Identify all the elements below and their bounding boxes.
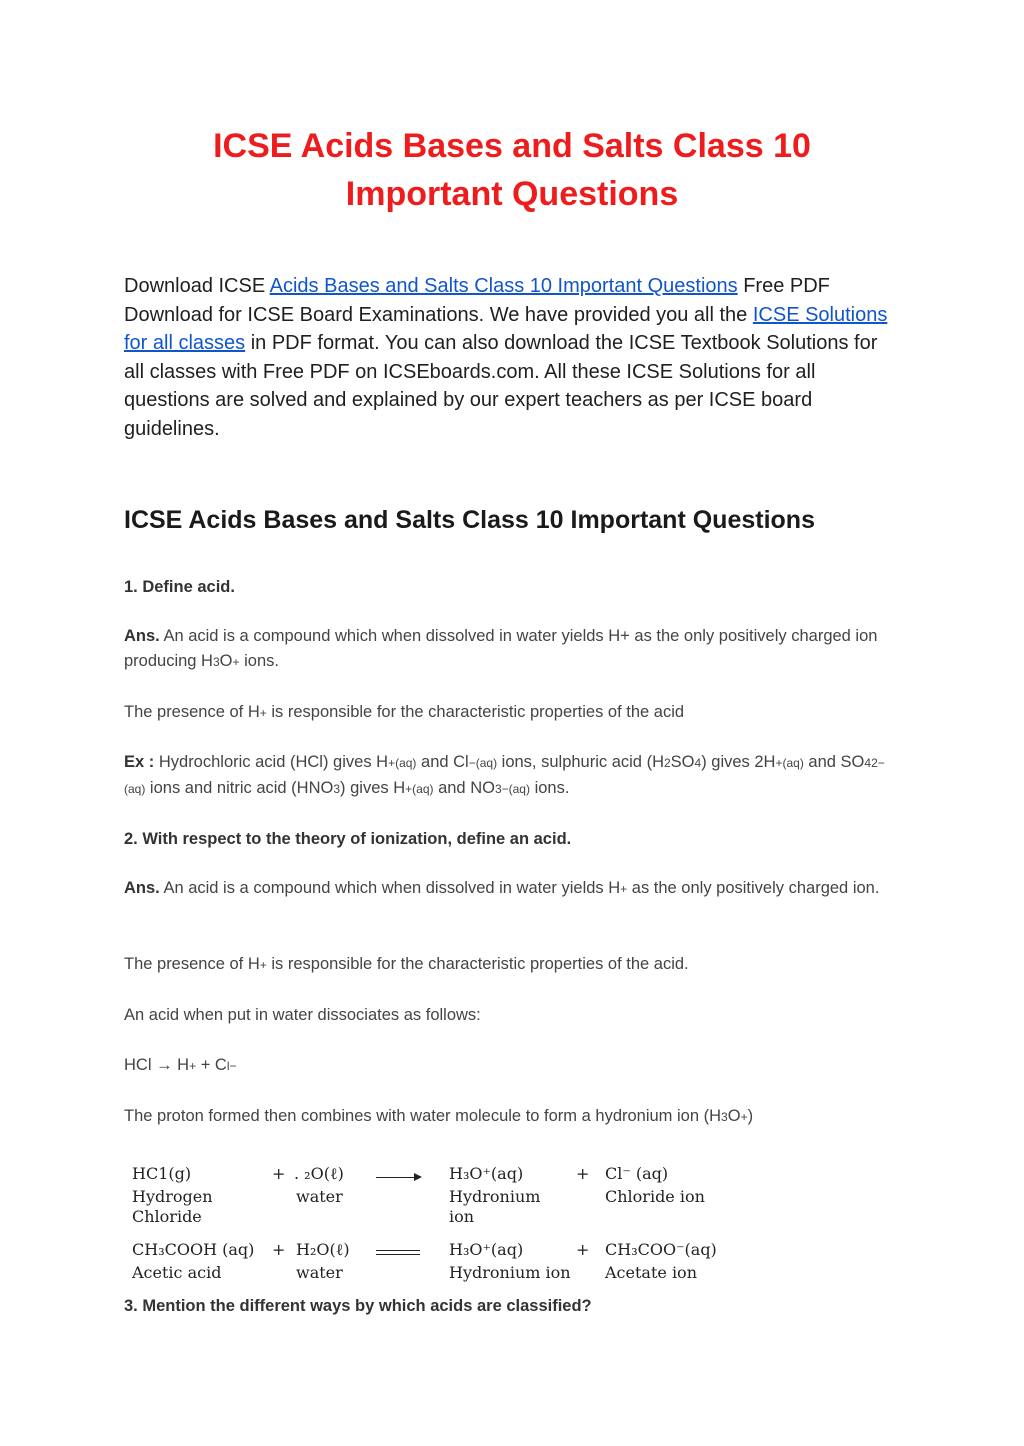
ion-charge: 3−(aq) bbox=[494, 782, 530, 796]
subscript: 4 bbox=[694, 756, 702, 770]
presence-statement-1 bbox=[124, 700, 904, 726]
answer-text: An acid is a compound which when dissolved in water yields H bbox=[159, 879, 621, 897]
answer-label: Ans. bbox=[124, 879, 160, 897]
answer-2 bbox=[124, 876, 904, 902]
intro-text: Download ICSE bbox=[124, 275, 270, 297]
icse-solutions-link[interactable]: ICSE Solutions for all classes bbox=[124, 303, 888, 355]
answer-label: Ans. bbox=[124, 627, 160, 645]
superscript: + bbox=[259, 958, 267, 972]
product-hydronium-name: ion bbox=[449, 1207, 475, 1226]
answer-text: as the only positively charged ion. bbox=[627, 879, 880, 897]
example-paragraph bbox=[124, 750, 904, 802]
reactant-water: H₂O(ℓ) bbox=[296, 1240, 350, 1259]
reactant-acetic-acid: CH₃COOH (aq) bbox=[132, 1240, 255, 1259]
ion-charge: +(aq) bbox=[775, 756, 804, 770]
ion-charge: −(aq) bbox=[468, 756, 498, 770]
superscript: + bbox=[259, 706, 267, 720]
text: ions, sulphuric acid (H bbox=[497, 753, 664, 771]
superscript: + bbox=[189, 1059, 197, 1073]
page-title bbox=[124, 122, 900, 218]
product-chloride-name: Chloride ion bbox=[605, 1187, 705, 1206]
plus-sign: + bbox=[272, 1164, 286, 1183]
text: HCl → H bbox=[124, 1056, 190, 1074]
reactant-water-name: water bbox=[296, 1187, 343, 1206]
product-acetate: CH₃COO⁻(aq) bbox=[605, 1240, 717, 1259]
question-1: 1. Define acid. bbox=[124, 578, 235, 596]
text: and Cl bbox=[416, 753, 469, 771]
text: The proton formed then combines with water molecule to form a hydronium ion (H bbox=[124, 1107, 722, 1125]
subscript: 3 bbox=[212, 655, 220, 669]
plus-sign: + bbox=[576, 1164, 590, 1183]
ion-charge: +(aq) bbox=[388, 756, 417, 770]
ion-charge: +(aq) bbox=[405, 782, 434, 796]
reaction-equations-figure bbox=[132, 1160, 732, 1290]
intro-text: Free PDF Download for ICSE Board Examinations. We have provided you all the bbox=[124, 275, 830, 326]
reactant-hcl-name: Chloride bbox=[132, 1207, 202, 1226]
product-hydronium-name: Hydronium ion bbox=[449, 1263, 571, 1282]
text: is responsible for the characteristic properties of the acid bbox=[266, 703, 685, 721]
superscript: + bbox=[620, 882, 628, 896]
plus-sign: + bbox=[272, 1240, 286, 1259]
product-acetate-name: Acetate ion bbox=[605, 1263, 697, 1282]
superscript: + bbox=[232, 655, 240, 669]
hydronium-statement bbox=[124, 1104, 904, 1130]
acids-bases-salts-link[interactable]: Acids Bases and Salts Class 10 Important Questions bbox=[269, 275, 738, 297]
example-label: Ex : bbox=[124, 753, 155, 771]
intro-text: in PDF format. You can also download the ICSE Textbook Solutions for all classes with Free PDF on ICSEboards.com. All these ICSE Solutions for all questions are solved and explained by our expert teachers as per ICSE board guidelines. bbox=[124, 332, 878, 440]
intro-paragraph bbox=[124, 272, 902, 444]
subscript: 3 bbox=[333, 782, 341, 796]
text: ions and nitric acid (HNO bbox=[145, 779, 334, 797]
text: + C bbox=[196, 1056, 227, 1074]
text: Hydrochloric acid (HCl) gives H bbox=[154, 753, 389, 771]
superscript: + bbox=[740, 1110, 748, 1124]
text: SO bbox=[670, 753, 695, 771]
reactant-hcl-name: Hydrogen bbox=[132, 1187, 213, 1206]
text: The presence of H bbox=[124, 955, 260, 973]
reactant-water: . ₂O(ℓ) bbox=[294, 1164, 344, 1183]
subscript: 3 bbox=[721, 1110, 728, 1124]
answer-text: An acid is a compound which when dissolved in water yields H+ as the only positively charged ion producing H bbox=[124, 627, 878, 670]
text: is responsible for the characteristic properties of the acid. bbox=[266, 955, 689, 973]
answer-text: ions. bbox=[239, 652, 279, 670]
presence-statement-2 bbox=[124, 952, 904, 978]
text: ions. bbox=[529, 779, 570, 797]
reactant-acetic-acid-name: Acetic acid bbox=[132, 1263, 222, 1282]
text: The presence of H bbox=[124, 703, 260, 721]
product-hydronium: H₃O⁺(aq) bbox=[449, 1240, 524, 1259]
text: and SO bbox=[803, 753, 865, 771]
question-2: 2. With respect to the theory of ionization, define an acid. bbox=[124, 830, 572, 848]
plus-sign: + bbox=[576, 1240, 590, 1259]
dissociation-intro: An acid when put in water dissociates as follows: bbox=[124, 1006, 481, 1024]
subscript: 2 bbox=[663, 756, 671, 770]
hcl-dissociation-equation bbox=[124, 1053, 904, 1079]
product-hydronium: H₃O⁺(aq) bbox=[449, 1164, 524, 1183]
right-arrow-icon bbox=[376, 1177, 420, 1178]
superscript: l− bbox=[226, 1059, 237, 1073]
reactant-hcl: HC1(g) bbox=[132, 1164, 192, 1183]
text: O bbox=[727, 1107, 741, 1125]
section-heading: ICSE Acids Bases and Salts Class 10 Important Questions bbox=[124, 506, 815, 534]
title-line-1: ICSE Acids Bases and Salts Class 10 bbox=[213, 127, 811, 165]
ion-charge: 42−(aq) bbox=[124, 756, 885, 796]
product-hydronium-name: Hydronium bbox=[449, 1187, 541, 1206]
title-line-2: Important Questions bbox=[345, 175, 679, 213]
text: ) gives H bbox=[340, 779, 406, 797]
reactant-water-name: water bbox=[296, 1263, 343, 1282]
text: and NO bbox=[433, 779, 495, 797]
answer-1 bbox=[124, 624, 904, 675]
product-chloride: Cl⁻ (aq) bbox=[605, 1164, 669, 1183]
text: ) gives 2H bbox=[701, 753, 776, 771]
answer-text: O bbox=[219, 652, 233, 670]
text: ) bbox=[747, 1107, 754, 1125]
question-3: 3. Mention the different ways by which acids are classified? bbox=[124, 1297, 592, 1315]
